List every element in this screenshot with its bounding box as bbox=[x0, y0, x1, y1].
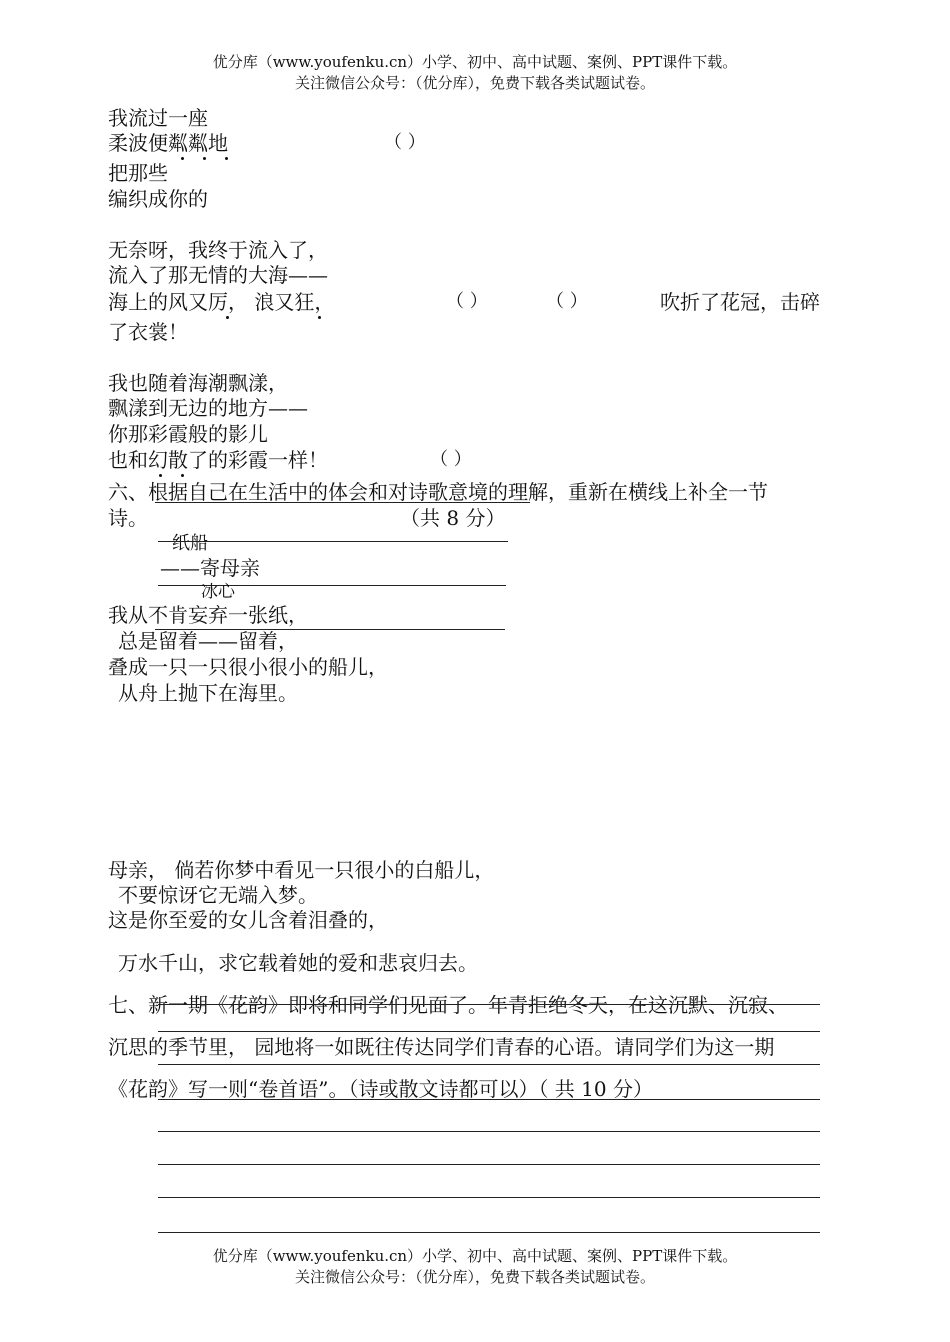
poem-line: 我从不肯妄弃一张纸， bbox=[108, 603, 308, 627]
poem-line: 我也随着海潮飘漾， bbox=[108, 371, 288, 395]
poem-line: 万水千山，求它载着她的爱和悲哀归去。 bbox=[118, 951, 478, 975]
poem-line: 从舟上抛下在海里。 bbox=[118, 681, 298, 705]
page-footer-line-1: 优分库（www.youfenku.cn）小学、初中、高中试题、案例、PPT课件下载。 bbox=[212, 1247, 738, 1265]
page-footer-line-2: 关注微信公众号：（优分库），免费下载各类试题试卷。 bbox=[294, 1268, 655, 1286]
question-6-prompt-cont: 诗。 bbox=[108, 506, 148, 530]
answer-line bbox=[158, 1004, 820, 1005]
poem-line: 流入了那无情的大海—— bbox=[108, 263, 328, 287]
poem-line: 不要惊讶它无端入梦。 bbox=[118, 883, 318, 907]
poem-line: 母亲， 倘若你梦中看见一只很小的白船儿， bbox=[108, 858, 495, 882]
underline bbox=[158, 541, 508, 542]
page-header-line-1: 优分库（www.youfenku.cn）小学、初中、高中试题、案例、PPT课件下载。 bbox=[212, 53, 738, 71]
answer-line bbox=[158, 1164, 820, 1165]
poem-title: 纸船 bbox=[172, 533, 208, 554]
emphasis-dot bbox=[181, 157, 184, 160]
emphasis-dot bbox=[318, 316, 321, 319]
poem-line: 编织成你的 bbox=[108, 187, 208, 211]
question-6-prompt: 六、根据自己在生活中的体会和对诗歌意境的理解，重新在横线上补全一节 bbox=[108, 480, 768, 504]
poem-subtitle: ——寄母亲 bbox=[160, 556, 260, 580]
answer-blank-paren: （ ） bbox=[430, 449, 472, 470]
emphasis-dot bbox=[203, 157, 206, 160]
poem-line: 叠成一只一只很小很小的船儿， bbox=[108, 655, 388, 679]
poem-line: 你那彩霞般的影儿 bbox=[108, 422, 268, 446]
page-header-line-2: 关注微信公众号：（优分库），免费下载各类试题试卷。 bbox=[294, 74, 655, 92]
poem-author: 冰心 bbox=[201, 582, 235, 602]
answer-line bbox=[158, 1099, 820, 1100]
emphasis-dot bbox=[159, 474, 162, 477]
answer-line bbox=[158, 1232, 820, 1233]
answer-line bbox=[158, 1064, 820, 1065]
poem-line: 飘漾到无边的地方—— bbox=[108, 396, 308, 420]
poem-line: 了衣裳！ bbox=[108, 320, 188, 344]
poem-line: 我流过一座 bbox=[108, 106, 208, 130]
answer-line bbox=[158, 1031, 820, 1032]
answer-blank-paren: （ ） bbox=[446, 291, 488, 312]
poem-line: 总是留着——留着， bbox=[118, 629, 298, 653]
emphasis-dot bbox=[226, 316, 229, 319]
underline bbox=[155, 502, 530, 503]
question-6-score: （共 8 分） bbox=[400, 506, 506, 530]
answer-line bbox=[158, 1197, 820, 1198]
emphasis-dot bbox=[225, 157, 228, 160]
poem-line: 把那些 bbox=[108, 161, 168, 185]
poem-line: 也和幻散了的彩霞一样！ bbox=[108, 448, 328, 472]
poem-line: 柔波便粼粼地 bbox=[108, 131, 228, 155]
answer-line bbox=[158, 1131, 820, 1132]
question-7-prompt: 七、新一期《花韵》即将和同学们见面了。年青拒绝冬天，在这沉默、沉寂、 bbox=[108, 993, 788, 1017]
emphasis-dot bbox=[181, 474, 184, 477]
poem-line: 海上的风又厉， 浪又狂， bbox=[108, 290, 335, 314]
poem-line: 吹折了花冠，击碎 bbox=[660, 290, 820, 314]
answer-blank-paren: （ ） bbox=[546, 291, 588, 312]
question-7-prompt-cont: 沉思的季节里， 园地将一如既往传达同学们青春的心语。请同学们为这一期 bbox=[108, 1035, 775, 1059]
poem-line: 无奈呀，我终于流入了， bbox=[108, 238, 328, 262]
poem-line: 这是你至爱的女儿含着泪叠的， bbox=[108, 908, 388, 932]
answer-blank-paren: （ ） bbox=[384, 132, 426, 153]
question-7-prompt-cont: 《花韵》写一则“卷首语”。（诗或散文诗都可以）（ 共 10 分） bbox=[108, 1077, 653, 1101]
